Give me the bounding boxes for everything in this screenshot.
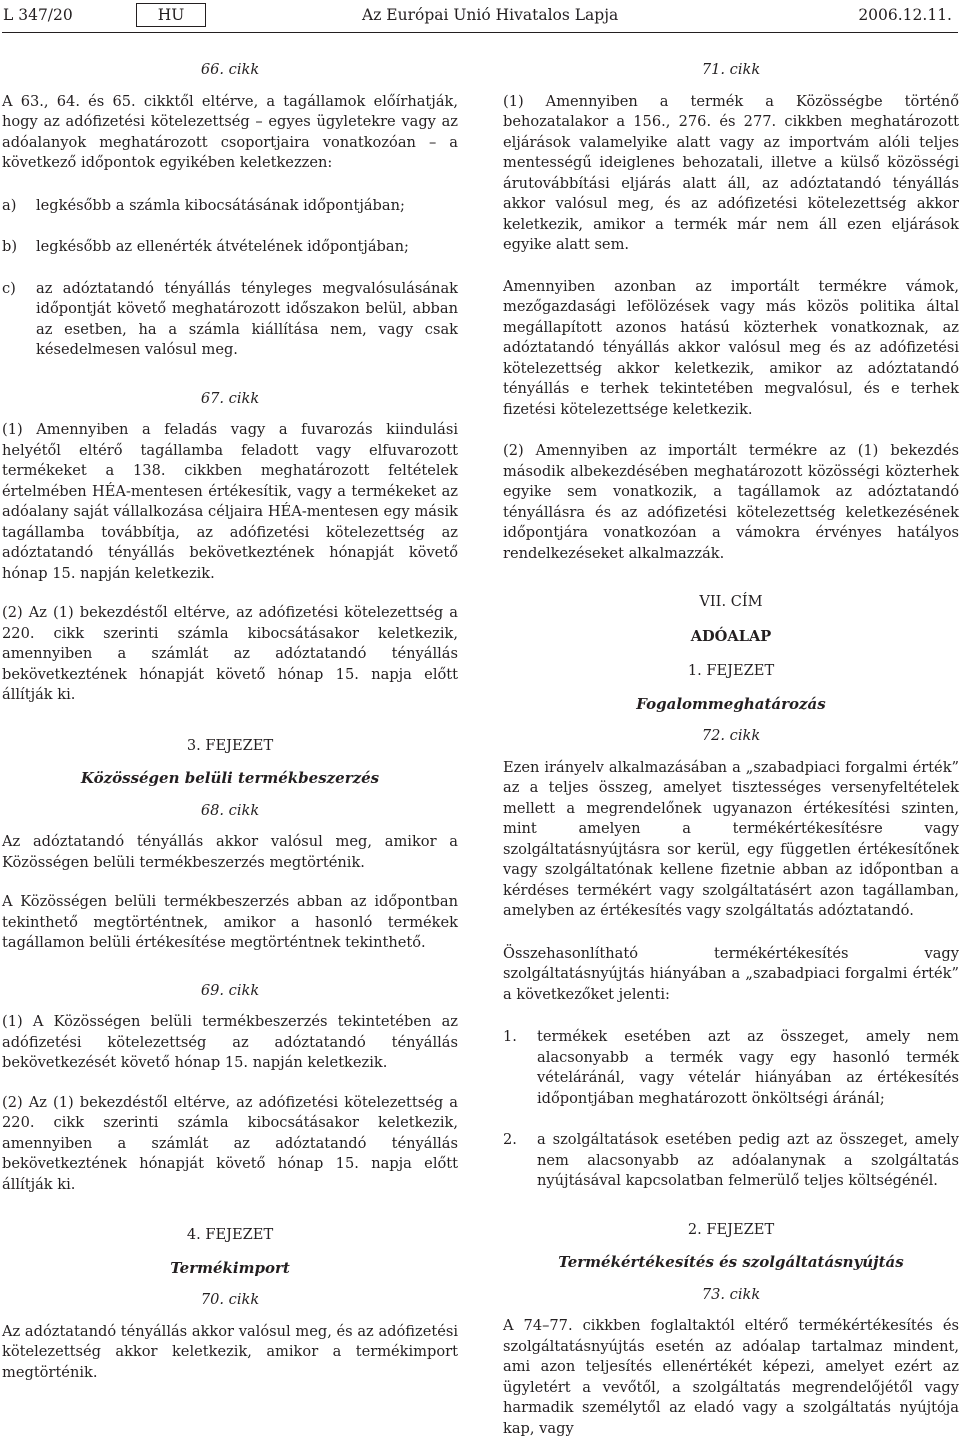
article-71-paragraph-1: (1) Amennyiben a termék a Közösségbe történő behozatalakor a 156., 276. és 277. cikkben meghatározott eljárások valamelyike alatt vagy az importvám alóli teljes mentességű ideiglenes behozatali, illetve a külső közösségi árutovábbítási eljárás alatt áll, az adóztatandó tényállás akkor valósul meg, és az adófizetési kötelezettség akkor keletkezik, amikor a termék már nem áll ezen eljárások egyike alatt sem. [503, 92, 959, 253]
language-badge: HU [136, 3, 206, 27]
header-rule [2, 32, 958, 33]
list-item [2, 196, 458, 217]
title-7-label: VII. CÍM [699, 593, 763, 610]
chapter-4-label: 4. FEJEZET [186, 1226, 274, 1243]
article-66-title: 66. cikk [200, 61, 260, 78]
article-69-paragraph-1: (1) A Közösségen belüli termékbeszerzés tekintetében az adófizetési kötelezettség az adóztatandó tényállás bekövetkezését követő hónap 15. napján keletkezik. [2, 1013, 458, 1071]
chapter-2-label: 2. FEJEZET [687, 1220, 775, 1238]
article-73-paragraph-1: A 74–77. cikkben foglaltaktól eltérő termékértékesítés és szolgáltatásnyújtás esetén az adóalap tartalmaz mindent, ami azon teljesítés ellenértékét képezi, amelyet ezért az ügyletért a vevőtől, a szolgáltatás megrendelőjétől vagy harmadik személytől az eladó vagy a szolgáltatás nyújtója kap, vagy [503, 1317, 959, 1437]
article-72-title: 72. cikk [701, 727, 761, 744]
right-column [503, 60, 959, 1439]
left-column [2, 60, 458, 1383]
chapter-3-title: Közösségen belüli termékbeszerzés [80, 769, 380, 787]
chapter-1-title: Fogalommeghatározás [636, 694, 826, 713]
article-72-paragraph-1: Ezen irányelv alkalmazásában a „szabadpiaci forgalmi érték” az a teljes összeg, amelyet tisztességes versenyfeltételek mellett a megrendelőnek ugyanazon értékesítési szinten, mint amelyen a termékértékesítésre vagy szolgáltatásnyújtásra sor kerül, egy független értékesítőnek vagy szolgáltatónak kellene fizetnie abban az időpontban a kérdéses termékért vagy szolgáltatásért azon tagállamban, amelyben az értékesítés vagy szolgáltatás adóztatandó. [503, 758, 959, 919]
article-67-paragraph-1: (1) Amennyiben a feladás vagy a fuvarozás kiindulási helyétől eltérő tagállamba feladott vagy elfuvarozott termékeket a 138. cikkben meghatározott feltételek értelmében HÉA-mentesen értékesítik, vagy a termékeket az adóalany saját vállalkozása céljaira HÉA-mentesen egy másik tagállamba továbbítja, az adófizetési kötelezettség az adóztatandó tényállás bekövetkeztének hónapját követő hónap 15. napján keletkezik. [2, 421, 458, 582]
article-67-paragraph-2: (2) Az (1) bekezdéstől eltérve, az adófizetési kötelezettség a 220. cikk szerinti számla kibocsátásakor keletkezik, amennyiben a számlát az adóztatandó tényállás bekövetkeztének hónapját követő hónap 15. napja előtt állítják ki. [2, 604, 458, 703]
article-71-paragraph-2: Amennyiben azonban az importált termékre vámok, mezőgazdasági lefölözések vagy más közös politika által megállapított azonos hatású közterhek vonatkoznak, az adóztatandó tényállás akkor valósul meg és az adófizetési kötelezettség akkor keletkezik, amikor az adóztatandó tényállás e terhek tekintetében megvalósul, és e terhek fizetési kötelezettsége keletkezik. [503, 277, 959, 418]
article-69-title: 69. cikk [200, 981, 260, 999]
list-item-label: 2. [503, 1131, 517, 1148]
article-67-title: 67. cikk [200, 389, 260, 407]
title-7-heading: ADÓALAP [690, 627, 772, 645]
list-item-text: legkésőbb a számla kibocsátásának időpontjában; [36, 196, 405, 214]
page-reference: L 347/20 [3, 6, 73, 24]
list-item-text: legkésőbb az ellenérték átvételének időpontjában; [36, 238, 409, 255]
list-item-text: termékek esetében azt az összeget, amely nem alacsonyabb a termék vagy egy hasonló termék vételáránál, vagy vételár hiányában az értékesítés időpontjában meghatározott önköltségi áránál; [537, 1028, 959, 1107]
list-item-label: 1. [503, 1028, 517, 1045]
chapter-3-label: 3. FEJEZET [186, 736, 274, 754]
list-item-label: b) [2, 238, 18, 255]
article-70-paragraph-1: Az adóztatandó tényállás akkor valósul meg, és az adófizetési kötelezettség akkor keletkezik, amikor a termékimport megtörténik. [2, 1322, 458, 1381]
chapter-1-label: 1. FEJEZET [687, 662, 775, 679]
article-69-paragraph-2: (2) Az (1) bekezdéstől eltérve, az adófizetési kötelezettség a 220. cikk szerinti számla kibocsátásakor keletkezik, amennyiben a számlát az adóztatandó tényállás bekövetkeztének hónapját követő hónap 15. napja előtt állítják ki. [2, 1093, 458, 1193]
chapter-4-title: Termékimport [170, 1258, 290, 1277]
list-item-text: a szolgáltatások esetében pedig azt az összeget, amely nem alacsonyabb az adóalanynak a szolgáltatás nyújtásával kapcsolatban felmerülő teljes költségénél. [537, 1131, 959, 1189]
publication-date: 2006.12.11. [858, 6, 952, 24]
chapter-2-title: Termékértékesítés és szolgáltatásnyújtás [558, 1253, 904, 1271]
list-item-label: a) [2, 196, 17, 214]
article-73-title: 73. cikk [701, 1285, 761, 1303]
journal-title: Az Európai Unió Hivatalos Lapja [362, 6, 619, 24]
list-item [503, 1130, 959, 1192]
list-item [2, 237, 458, 258]
article-70-title: 70. cikk [200, 1291, 260, 1308]
article-71-paragraph-3: (2) Amennyiben az importált termékre az (1) bekezdés második albekezdésében meghatározott közösségi közterhek egyike sem vonatkozik, a tagállamok az adóztatandó tényállásra és az adófizetési kötelezettség keletkezésének időpontjára vonatkozóan a vámokra érvényes hatályos rendelkezéseket alkalmazzák. [503, 442, 959, 562]
list-item-text: az adóztatandó tényállás tényleges megvalósulásának időpontját követő meghatározott időszakon belül, abban az esetben, ha a számla kiállítása nem, vagy csak késedelmesen valósul meg. [36, 279, 458, 358]
list-item-label: c) [2, 279, 16, 297]
article-68-paragraph-1: Az adóztatandó tényállás akkor valósul meg, amikor a Közösségen belüli termékbeszerzés megtörténik. [2, 833, 458, 871]
list-item [503, 1027, 959, 1109]
article-71-title: 71. cikk [701, 61, 761, 78]
page-header [0, 0, 960, 32]
article-66-intro: A 63., 64. és 65. cikktől eltérve, a tagállamok előírhatják, hogy az adófizetési kötelezettség – egyes ügyletekre vagy az adóalanyok meghatározott csoportjaira vonatkozóan – a következő időpontok egyikében keletkezzen: [2, 92, 458, 171]
article-68-paragraph-2: A Közösségen belüli termékbeszerzés abban az időpontban tekinthető megtörténtnek, amikor a hasonló termékek tagállamon belüli értékesítése megtörténtnek tekinthető. [2, 893, 458, 951]
list-item [2, 279, 458, 361]
article-68-title: 68. cikk [200, 801, 260, 819]
article-72-paragraph-2: Összehasonlítható termékértékesítés vagy szolgáltatásnyújtás hiányában a „szabadpiaci forgalmi érték” a következőket jelenti: [503, 944, 959, 1003]
